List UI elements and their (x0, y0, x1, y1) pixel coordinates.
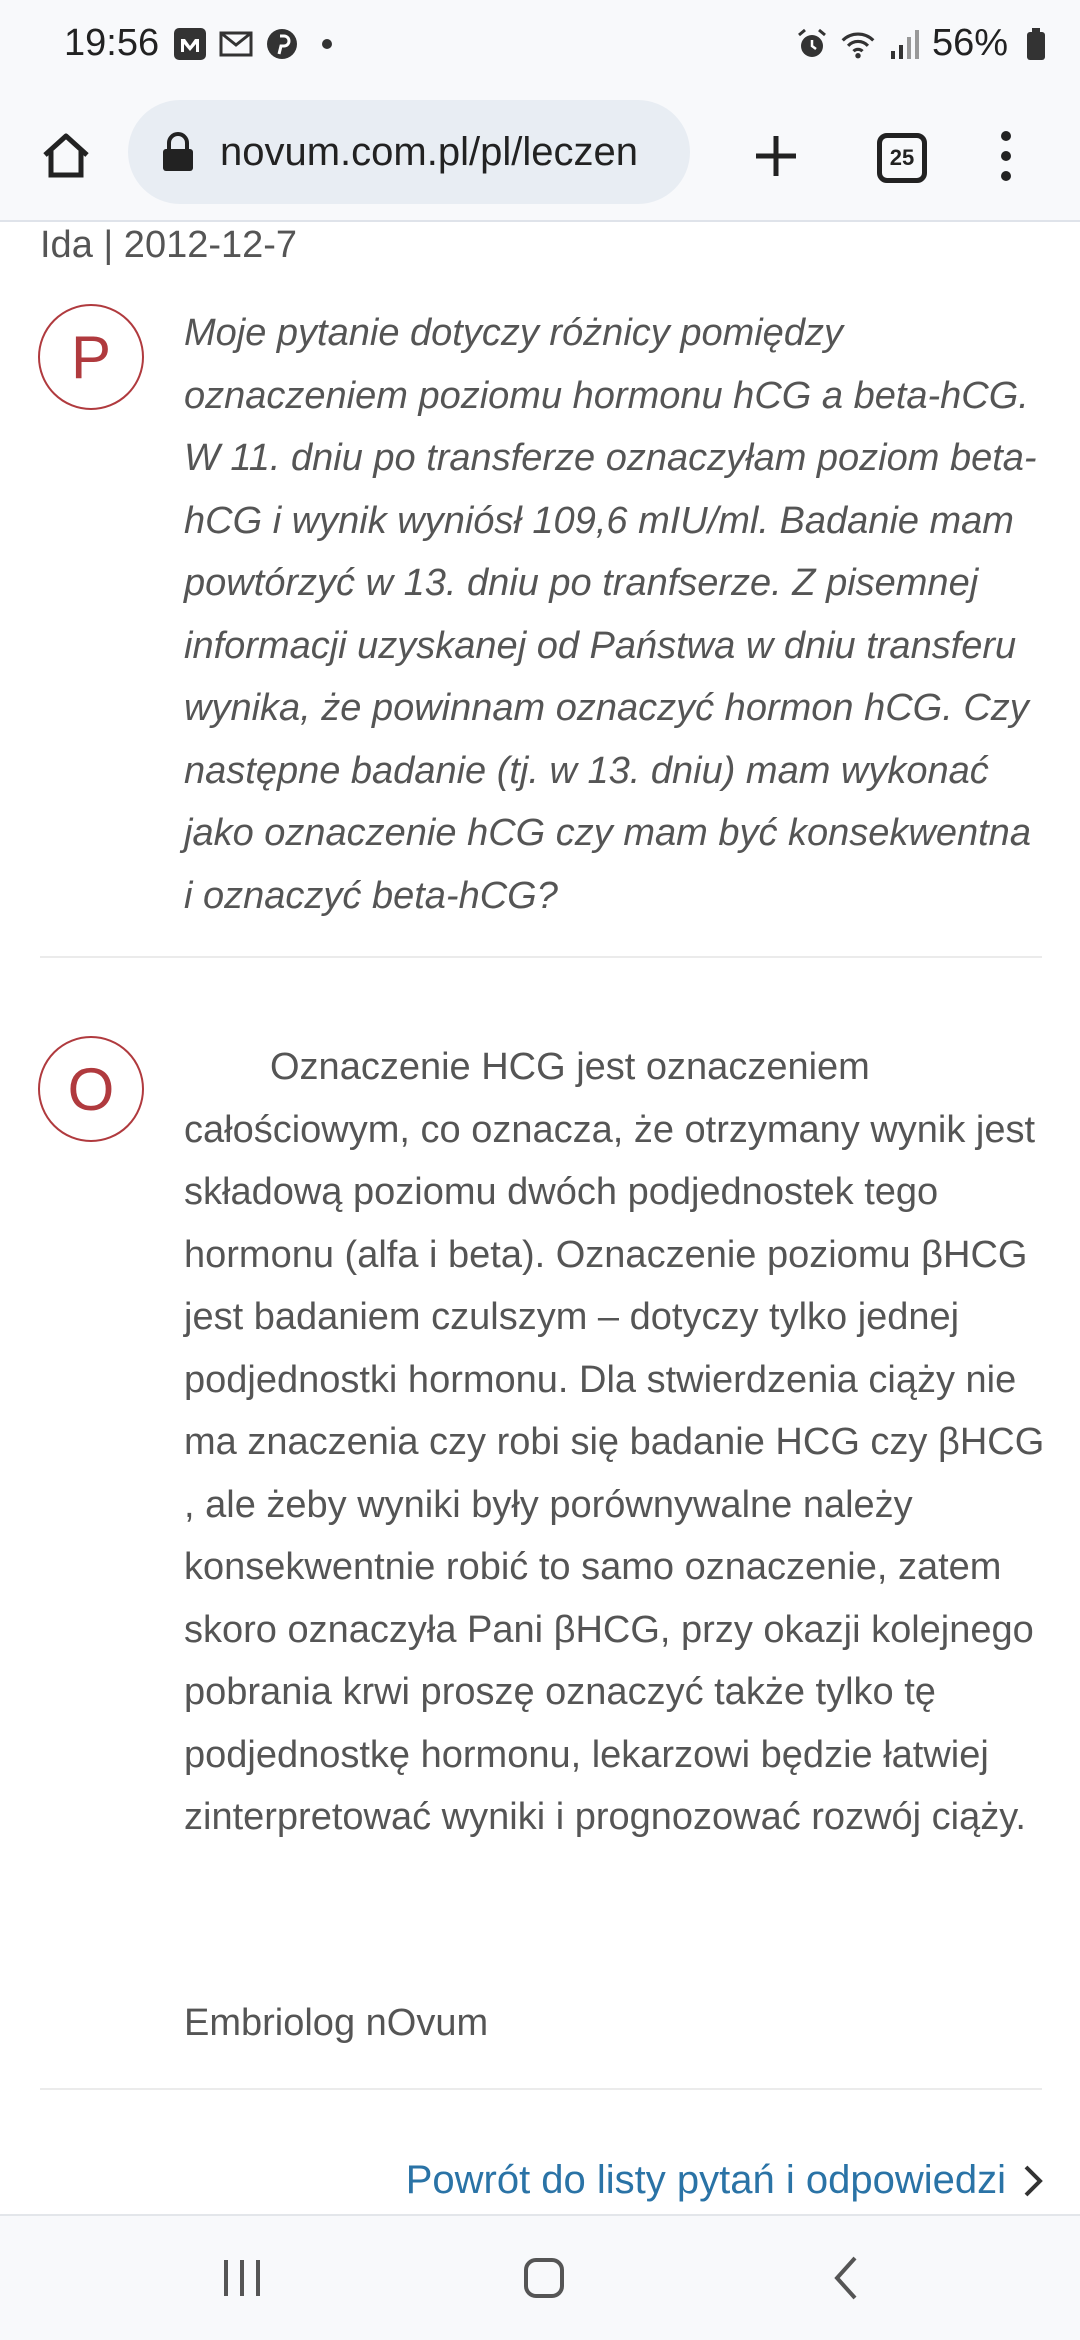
address-bar[interactable] (128, 100, 690, 204)
answer-paragraph: Oznaczenie HCG jest oznaczeniem całościowym, co oznacza, że otrzymany wynik jest składową poziomu dwóch podjednostek tego hormonu (alfa i beta). Oznaczenie poziomu βHCG jest badaniem czulszym – dotyczy tylko jednej podjednostki hormonu. Dla stwierdzenia ciąży nie ma znaczenia czy robi się badanie HCG czy βHCG , ale żeby wyniki były porównywalne należy konsekwentnie robić to samo oznaczenie, zatem skoro oznaczyła Pani βHCG, przy okazji kolejnego pobrania krwi proszę oznaczyć także tylko tę podjednostkę hormonu, lekarzowi będzie łatwiej zinterpretować wyniki i prognozować rozwój ciąży. (184, 1046, 1045, 1838)
plus-icon (752, 132, 800, 180)
more-notifications-dot (322, 39, 332, 49)
notification-icons (172, 26, 332, 62)
home-square-icon (522, 2256, 566, 2300)
battery-percent: 56% (931, 22, 1008, 64)
menu-dot (1001, 171, 1011, 181)
new-tab-button[interactable] (740, 120, 812, 192)
answer-signature: Embriolog nOvum (184, 2002, 489, 2044)
wifi-icon (840, 26, 876, 62)
chevron-right-icon (1020, 2161, 1046, 2201)
recent-apps-button[interactable] (202, 2246, 282, 2310)
gmail-icon (218, 26, 254, 62)
url-text: novum.com.pl/pl/leczen (220, 129, 638, 174)
tab-count: 25 (877, 133, 927, 183)
question-badge: P (38, 304, 144, 410)
question-author-date: Ida | 2012-12-7 (40, 224, 298, 266)
overflow-menu-button[interactable] (970, 120, 1042, 192)
home-button[interactable] (30, 120, 102, 192)
home-nav-button[interactable] (504, 2246, 584, 2310)
home-icon (39, 129, 93, 183)
divider (40, 956, 1042, 958)
question-text: Moje pytanie dotyczy różnicy pomiędzy oznaczeniem poziomu hormonu hCG a beta-hCG. W 11. dniu po transferze oznaczyłam poziom beta-hCG i wynik wyniósł 109,6 mIU/ml. Badanie mam powtórzyć w 13. dniu po tranfserze. Z pisemnej informacji uzyskanej od Państwa w dniu transferu wynika, że powinnam oznaczyć hormon hCG. Czy następne badanie (tj. w 13. dniu) mam wykonać jako oznaczenie hCG czy mam być konsekwentna i oznaczyć beta-hCG? (184, 312, 1037, 917)
answer-text (184, 1036, 1050, 1849)
answer-badge: O (38, 1036, 144, 1142)
recent-apps-icon (220, 2257, 264, 2299)
signal-icon (886, 26, 922, 62)
browser-toolbar (0, 92, 1080, 222)
back-to-list-link[interactable] (406, 2158, 1046, 2203)
battery-icon (1018, 26, 1054, 62)
pinterest-icon (264, 26, 300, 62)
back-chevron-icon (831, 2254, 861, 2302)
back-nav-button[interactable] (806, 2246, 886, 2310)
status-bar (0, 0, 1080, 92)
alarm-icon (794, 26, 830, 62)
menu-dot (1001, 131, 1011, 141)
m-app-icon (172, 26, 208, 62)
tab-switcher-button[interactable] (866, 122, 938, 194)
divider (40, 2088, 1042, 2090)
menu-dot (1001, 151, 1011, 161)
status-time: 19:56 (64, 22, 160, 64)
system-navigation-bar (0, 2214, 1080, 2340)
system-icons (794, 22, 1054, 65)
lock-icon (160, 132, 196, 172)
back-link-label: Powrót do listy pytań i odpowiedzi (405, 2158, 1006, 2202)
